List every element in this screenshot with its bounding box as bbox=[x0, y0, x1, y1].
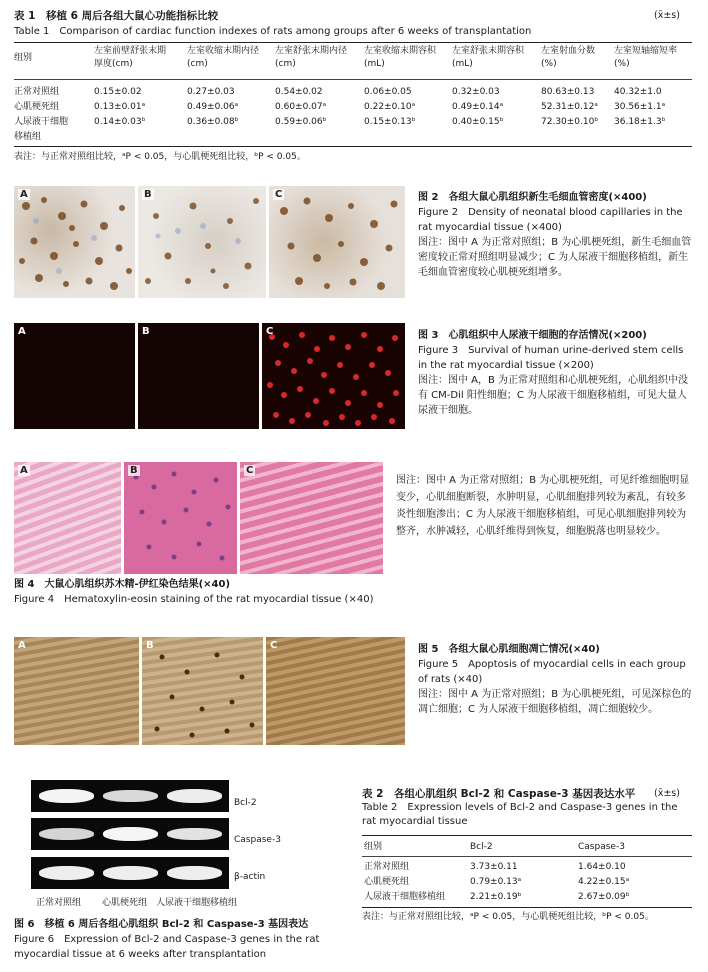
figure4-panel-c bbox=[240, 462, 383, 574]
table1-col-lvawd: 左室前壁舒张末期 厚度(cm) bbox=[94, 46, 167, 69]
table-cell: 72.30±0.10ᵇ bbox=[541, 117, 599, 127]
panel-label: B bbox=[142, 326, 150, 337]
table-cell: 2.67±0.09ᵇ bbox=[578, 892, 630, 902]
figure6-caption: 图 6 移植 6 周后各组心肌组织 Bcl-2 和 Caspase-3 基因表达 Figure 6 Expression of Bcl-2 and Caspase-3 genes in the rat myocardial tissue at 6 weeks after transplantation bbox=[14, 919, 320, 960]
table1-note: 表注：与正常对照组比较，ᵃP < 0.05，与心肌梗死组比较，ᵇP < 0.05。 bbox=[14, 152, 306, 162]
gel-band bbox=[103, 866, 158, 880]
table-cell: 0.15±0.02 bbox=[94, 87, 142, 97]
figure2-panel-b bbox=[138, 186, 266, 298]
table-cell: 心肌梗死组 bbox=[364, 877, 410, 887]
table-cell: 52.31±0.12ᵃ bbox=[541, 102, 598, 112]
figure4-panel-a bbox=[14, 462, 121, 574]
table1-stat: (x̄±s) bbox=[654, 10, 680, 21]
panel-label: B bbox=[130, 465, 138, 476]
table-cell: 心肌梗死组 bbox=[14, 102, 60, 112]
table2-title-zh: 表 2 各组心肌组织 Bcl-2 和 Caspase-3 基因表达水平 bbox=[362, 788, 636, 800]
table1-col-lvef: 左室射血分数 (%) bbox=[541, 46, 596, 69]
gel-band bbox=[167, 828, 222, 840]
gel-label: Bcl-2 bbox=[234, 798, 257, 808]
table-cell: 3.73±0.11 bbox=[470, 862, 518, 872]
figure2-panel-c bbox=[269, 186, 405, 298]
he-stain-pattern bbox=[124, 462, 237, 574]
table-cell: 0.40±0.15ᵇ bbox=[452, 117, 504, 127]
figure5-panel-c bbox=[266, 637, 405, 745]
figure4-caption: 图 4 大鼠心肌组织苏木精-伊红染色结果(×40) Figure 4 Hematoxylin-eosin staining of the rat myocardial tissue (×40) bbox=[14, 579, 374, 605]
figure5-panel-a bbox=[14, 637, 139, 745]
table-cell: 0.59±0.06ᵇ bbox=[275, 117, 327, 127]
panel-label: C bbox=[270, 640, 278, 651]
panel-label: A bbox=[18, 326, 26, 337]
table2-stat: (x̄±s) bbox=[654, 788, 680, 799]
figure2-panel-a bbox=[14, 186, 135, 298]
table-cell: 1.64±0.10 bbox=[578, 862, 626, 872]
table1-col-lvesd: 左室收缩末期内径 (cm) bbox=[187, 46, 260, 69]
panel-label: B bbox=[144, 189, 152, 200]
gel-lane-label: 人尿液干细胞移植组 bbox=[156, 898, 238, 908]
panel-label: C bbox=[246, 465, 254, 476]
table-cell: 0.36±0.08ᵇ bbox=[187, 117, 239, 127]
table2-title-en: Table 2 Expression levels of Bcl-2 and Caspase-3 genes in the rat myocardial tissue bbox=[362, 802, 678, 827]
figure3-panel-c bbox=[262, 323, 405, 429]
table-cell: 36.18±1.3ᵇ bbox=[614, 117, 666, 127]
figure5-panel-b bbox=[142, 637, 263, 745]
capillary-stain-pattern bbox=[138, 186, 266, 298]
table-cell: 正常对照组 bbox=[14, 87, 60, 97]
gel-band bbox=[167, 866, 222, 880]
gel-band bbox=[167, 789, 222, 803]
panel-label: A bbox=[20, 189, 28, 200]
gel-lane-label: 正常对照组 bbox=[36, 898, 82, 908]
table-cell: 0.79±0.13ᵃ bbox=[470, 877, 522, 887]
table-cell: 4.22±0.15ᵃ bbox=[578, 877, 630, 887]
gel-strip-beta-actin bbox=[31, 857, 229, 889]
gel-band bbox=[39, 866, 94, 880]
table-cell: 0.06±0.05 bbox=[364, 87, 412, 97]
panel-label: A bbox=[18, 640, 26, 651]
panel-label: C bbox=[275, 189, 283, 200]
figure5-caption: 图 5 各组大鼠心肌细胞凋亡情况(×40) Figure 5 Apoptosis of myocardial cells in each group of rats (×40) 图注：图中 A 为正常对照组；B 为心肌梗死组，可见深棕色的凋亡细胞；C 为人尿液干细胞移植组，凋亡细胞较少。 bbox=[418, 644, 692, 715]
figure3-panel-a bbox=[14, 323, 135, 429]
table-cell: 2.21±0.19ᵇ bbox=[470, 892, 522, 902]
table-cell: 0.49±0.06ᵃ bbox=[187, 102, 239, 112]
table-cell: 人尿液干细胞移植组 bbox=[364, 892, 446, 902]
gel-band bbox=[39, 789, 94, 803]
table2-note: 表注：与正常对照组比较，ᵃP < 0.05，与心肌梗死组比较，ᵇP < 0.05。 bbox=[362, 912, 654, 922]
table-cell: 0.15±0.13ᵇ bbox=[364, 117, 416, 127]
table1-col-lvesv: 左室收缩末期容积 (mL) bbox=[364, 46, 437, 69]
table1-col-group: 组别 bbox=[14, 53, 33, 63]
gel-label: β-actin bbox=[234, 872, 266, 882]
figure4-panel-b bbox=[124, 462, 237, 574]
gel-lane-label: 心肌梗死组 bbox=[102, 898, 148, 908]
table-cell: 移植组 bbox=[14, 132, 42, 142]
table-cell: 正常对照组 bbox=[364, 862, 410, 872]
table-cell: 人尿液干细胞 bbox=[14, 117, 69, 127]
table2-col-group: 组别 bbox=[364, 842, 383, 852]
table-cell: 40.32±1.0 bbox=[614, 87, 662, 97]
table-cell: 30.56±1.1ᵃ bbox=[614, 102, 666, 112]
figure3-panel-b bbox=[138, 323, 259, 429]
table1-col-lvedv: 左室舒张末期容积 (mL) bbox=[452, 46, 525, 69]
gel-band bbox=[39, 828, 94, 840]
table-cell: 0.14±0.03ᵇ bbox=[94, 117, 146, 127]
table-cell: 0.60±0.07ᵃ bbox=[275, 102, 327, 112]
capillary-stain-pattern bbox=[14, 186, 135, 298]
panel-label: B bbox=[146, 640, 154, 651]
panel-label: C bbox=[266, 326, 274, 337]
table-cell: 0.27±0.03 bbox=[187, 87, 235, 97]
gel-label: Caspase-3 bbox=[234, 835, 281, 845]
table2-col-caspase3: Caspase-3 bbox=[578, 842, 625, 852]
table1-col-lvedd: 左室舒张末期内径 (cm) bbox=[275, 46, 348, 69]
table-cell: 0.49±0.14ᵃ bbox=[452, 102, 504, 112]
table2-col-bcl2: Bcl-2 bbox=[470, 842, 493, 852]
table-cell: 0.13±0.01ᵃ bbox=[94, 102, 146, 112]
apoptotic-cells-pattern bbox=[142, 637, 263, 745]
gel-band bbox=[103, 827, 158, 841]
gel-strip-caspase3 bbox=[31, 818, 229, 850]
figure2-caption: 图 2 各组大鼠心肌组织新生毛细血管密度(×400) Figure 2 Density of neonatal blood capillaries in the rat myocardial tissue (×400) 图注：图中 A 为正常对照组；B 为心肌梗死组，新生毛细血管密度较正常对照组明显减少；C 为人尿液干细胞移植组，新生毛细血管密度较心肌梗死组增多。 bbox=[418, 192, 692, 278]
gel-strip-bcl2 bbox=[31, 780, 229, 812]
table-cell: 0.54±0.02 bbox=[275, 87, 323, 97]
table-cell: 80.63±0.13 bbox=[541, 87, 595, 97]
table1-title-zh: 表 1 移植 6 周后各组大鼠心功能指标比较 bbox=[14, 10, 219, 22]
capillary-stain-pattern bbox=[269, 186, 405, 298]
gel-band bbox=[103, 790, 158, 802]
table-cell: 0.22±0.10ᵃ bbox=[364, 102, 416, 112]
figure4-note: 图注：图中 A 为正常对照组；B 为心肌梗死组，可见纤维细胞明显变少，心肌细胞断裂，水肿明显，心肌细胞排列较为紊乱，有较多炎性细胞渗出；C 为人尿液干细胞移植组，可见心肌细胞排列较为整齐，水肿减轻，心肌纤维得到恢复，细胞脱落也明显较少。 bbox=[396, 475, 690, 537]
table1-col-lvfs: 左室短轴缩短率 (%) bbox=[614, 46, 678, 69]
figure3-caption: 图 3 心肌组织中人尿液干细胞的存活情况(×200) Figure 3 Survival of human urine-derived stem cells in the rat myocardial tissue (×200) 图注：图中 A，B 为正常对照组和心肌梗死组，心肌组织中没有 CM-Dil 阳性细胞；C 为人尿液干细胞移植组，可见大量人尿液干细胞。 bbox=[418, 330, 689, 416]
panel-label: A bbox=[20, 465, 28, 476]
table-cell: 0.32±0.03 bbox=[452, 87, 500, 97]
table1-title-en: Table 1 Comparison of cardiac function indexes of rats among groups after 6 weeks of transplantation bbox=[14, 26, 532, 37]
fluorescent-cells-pattern bbox=[262, 323, 405, 429]
